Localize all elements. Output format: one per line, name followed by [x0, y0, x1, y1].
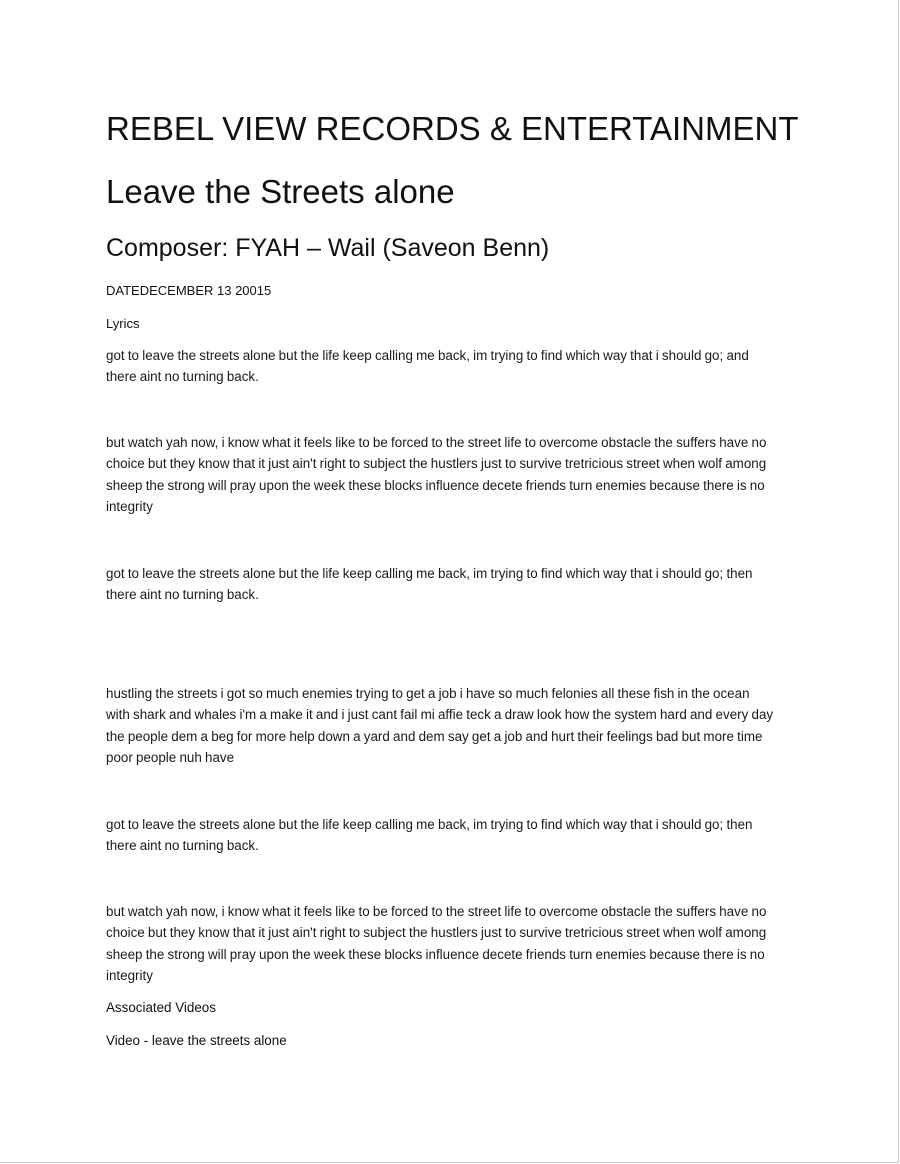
- associated-videos-label: Associated Videos: [106, 1000, 216, 1015]
- lyrics-paragraph: hustling the streets i got so much enemies trying to get a job i have so much felonies all these fish in the ocean with shark and whales i'm a make it and i just cant fail mi affie teck a draw look how the system hard and every day the people dem a beg for more help down a yard and dem say get a job and hurt their feelings bad but more time poor people nuh have: [106, 686, 774, 765]
- lyrics-paragraph: but watch yah now, i know what it feels like to be forced to the street life to overcome obstacle the suffers have no choice but they know that it just ain't right to subject the hustlers just to survive tretricious street when wolf among sheep the strong will pray upon the week these blocks influence decete friends turn enemies because there is no integrity: [106, 904, 767, 983]
- lyrics-paragraph: got to leave the streets alone but the life keep calling me back, im trying to find which way that i should go; then there aint no turning back.: [106, 566, 753, 603]
- lyrics-paragraph: but watch yah now, i know what it feels like to be forced to the street life to overcome obstacle the suffers have no choice but they know that it just ain't right to subject the hustlers just to survive tretricious street when wolf among sheep the strong will pray upon the week these blocks influence decete friends turn enemies because there is no integrity: [106, 435, 767, 514]
- song-title: Leave the Streets alone: [106, 173, 455, 210]
- company-heading: REBEL VIEW RECORDS & ENTERTAINMENT: [106, 110, 799, 147]
- lyrics-paragraph: got to leave the streets alone but the life keep calling me back, im trying to find which way that i should go; then there aint no turning back.: [106, 817, 753, 854]
- composer-heading: Composer: FYAH – Wail (Saveon Benn): [106, 234, 550, 262]
- lyrics-paragraph: got to leave the streets alone but the life keep calling me back, im trying to find which way that i should go; and there aint no turning back.: [106, 348, 749, 385]
- video-link[interactable]: Video - leave the streets alone: [106, 1033, 287, 1048]
- lyrics-label: Lyrics: [106, 316, 140, 331]
- date-line: DATEDECEMBER 13 20015: [106, 283, 272, 298]
